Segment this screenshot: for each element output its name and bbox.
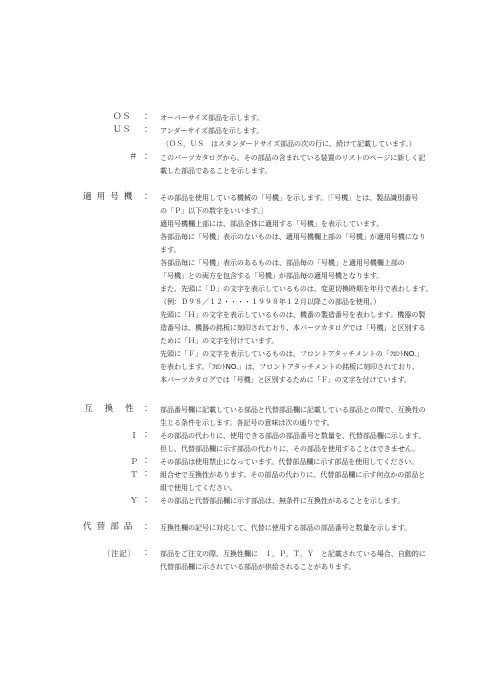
desc-serial-line1: その部品を使用している機械の「号機」を示します。〔「号機」とは、製品識別番号 [160,193,419,202]
desc-note-line2: 代替部品欄に示されている部品が供給されることがあります。 [160,562,356,571]
desc-serial-line6: 各部品毎に「号機」表示のあるものは、部品毎の「号機」と適用号機欄上部の [160,258,405,267]
desc-serial-line15: 本パーツカタログでは「号機」と区別するために「Ｆ」の文字を付けています。 [160,375,411,384]
term-note: 〔注記〕 [103,549,136,558]
desc-compat-line1: 部品番号欄に記載している部品と代替部品欄に記載している部品との間で、互換性の [160,405,426,414]
desc-serial-line8: また、先頭に「Ｄ」の文字を表示しているものは、変更切換時期を年月で表わします。 [160,284,433,293]
colon: ： [144,522,153,532]
term-substitute-part: 代替部品 [83,522,138,532]
desc-substitute-line1: 互換性欄の記号に対応して、代替に使用する部品の部品番号と数量を示します。 [160,523,412,532]
term-us: ＵＳ [113,125,132,135]
compat-key-y: Ｙ [130,496,138,505]
colon: ： [144,495,153,505]
term-os: ＯＳ [113,112,132,122]
desc-serial-line7: 「号機」との両方を包含する「号機」が部品毎の適用号機となります。 [160,271,384,280]
desc-serial-line3: 適用号機欄上部には、部品全体に適用する「号機」を表示しています。 [160,219,384,228]
compat-key-i: Ｉ [130,431,138,440]
term-compatibility: 互換性 [84,404,146,414]
desc-serial-line12: ために「Ｈ」の文字を付けています。 [160,336,279,345]
desc-serial-line2: の「Ｐ」以下の数字をいいます。〕 [160,206,268,215]
colon: ： [144,430,153,440]
colon: ： [144,125,153,135]
colon: ： [144,192,153,202]
colon: ： [144,404,153,414]
colon: ： [144,112,153,122]
colon: ： [144,456,153,466]
compat-t-line1: 組合せで互換性があります。その部品の代わりに、代替部品欄に示す何点かの部品と [160,470,426,479]
compat-key-p: Ｐ [130,457,138,466]
term-applicable-serial: 適用号機 [83,192,138,202]
colon: ： [144,469,153,479]
desc-note-line1: 部品をご注文の際、互換性欄に Ｉ，Ｐ，Ｔ，Ｙ と記載されている場合、自動的に [160,549,426,558]
desc-us-line2: （ＯＳ，ＵＳ はスタンダードサイズ部品の次の行に、続けて記載しています。） [162,139,416,148]
desc-serial-line14: を表わします。「ﾌﾛﾝﾄNO.」は、フロントアタッチメントの銘板に刻印されており、 [160,362,420,371]
desc-serial-line11: 造番号は、機器の銘板に刻印されており、本パーツカタログでは「号機」と区別する [160,323,426,332]
desc-us-line1: アンダーサイズ部品を示します。 [160,126,264,135]
term-hash: ＃ [128,152,138,162]
colon: ： [144,152,153,162]
desc-compat-line2: 生じる条件を示します。各記号の意味は次の通りです。 [160,418,334,427]
compat-t-line2: 組で使用してください。 [160,483,237,492]
compat-p-line1: その部品は使用禁止になっています。代替部品欄に示す部品を使用してください。 [160,457,419,466]
desc-os-line1: オーバーサイズ部品を示します。 [160,113,264,122]
colon: ： [144,548,153,558]
compat-i-line2: 但し、代替部品欄に示す部品の代わりに、その部品を使用することはできません。 [160,444,420,453]
compat-i-line1: その部品の代わりに、使用できる部品の部品番号と数量を、代替部品欄に示します。 [160,431,426,440]
desc-serial-line5: ます。 [160,245,181,254]
compat-key-t: Ｔ [130,470,138,479]
desc-hash-line2: 載した部品であることを示します。 [160,166,272,175]
desc-serial-line4: 各部品毎に「号機」表示のないものは、適用号機欄上部の「号機」が適用号機になり [160,232,426,241]
desc-serial-line13: 先頭に「Ｆ」の文字を表示しているものは、フロントアタッチメントの「ﾌﾛﾝﾄNO.」 [160,349,424,358]
desc-serial-line9: （例：Ｄ９８／１２・・・・１９９８年１２月以降この部品を使用。） [160,297,381,306]
desc-hash-line1: このパーツカタログから、その部品の含まれている装置のリストのページに新しく記 [160,153,426,162]
compat-y-line1: その部品と代替部品欄に示す部品は、無条件に互換性があることを示します。 [160,496,405,505]
desc-serial-line10: 先頭に「Ｈ」の文字を表示しているものは、機番の製造番号を表わします。機器の製 [160,310,426,319]
